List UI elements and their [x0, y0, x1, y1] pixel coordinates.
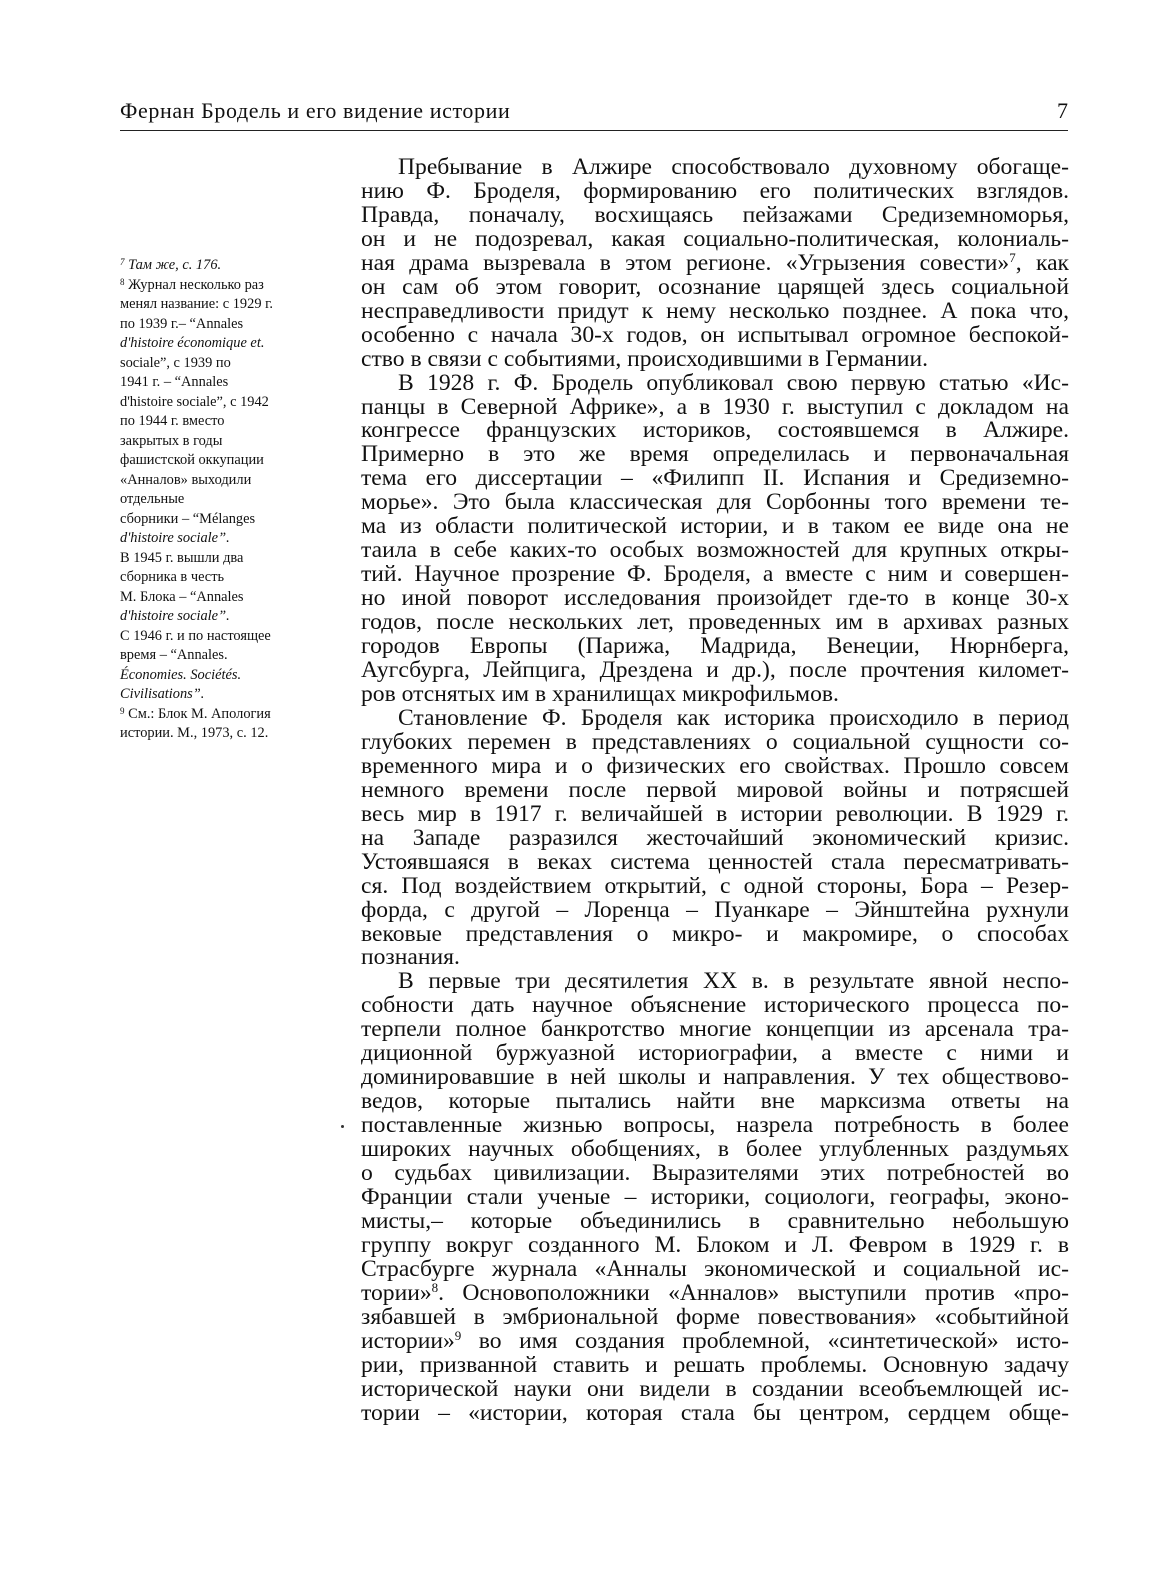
text-line: немного времени после первой мировой войны и потрясшей — [361, 778, 1069, 803]
footnote-line: время – “Annales. — [120, 647, 228, 663]
text-line: Правда, поначалу, восхищаясь пейзажами Средиземноморья, — [361, 203, 1069, 228]
footnote-line: по 1944 г. вместо — [120, 413, 225, 429]
footnote-line: d'histoire économique et. — [120, 335, 265, 351]
footnote-ref: 8 — [431, 1281, 439, 1295]
footnote-line: по 1939 г.– “Annales — [120, 315, 244, 332]
footnote-line: $^9$ См.: Блок М. Апология — [120, 705, 271, 722]
text-line: о судьбах цивилизации. Выразителями этих потребностей во — [361, 1162, 1069, 1186]
page-number: 7 — [1057, 98, 1068, 123]
footnote-ref: 9 — [454, 1329, 462, 1343]
footnote-line: Civilisations”. — [120, 686, 205, 702]
text-line: ная драма вызревала в этом регионе. «Угрызения совести»$^7$, как — [361, 251, 1069, 276]
text-line: рии, призванной ставить и решать проблемы. Основную задачу — [361, 1353, 1069, 1378]
footnote-line: фашистской оккупации — [120, 452, 264, 468]
footnote-line: сборники – “Mélanges — [120, 510, 256, 527]
text-line: группу вокруг созданного М. Блоком и Л. Февром в 1929 г. в — [361, 1233, 1069, 1258]
text-line: городов Европы (Парижа, Мадрида, Венеции, Нюрнберга, — [361, 635, 1069, 660]
text-line: Становление Ф. Броделя как историка происходило в период — [398, 706, 1069, 731]
text-line: истории»$^9$ во имя создания проблемной, «синтетической» исто- — [361, 1329, 1069, 1354]
footnote-line: истории. М., 1973, с. 12. — [120, 725, 269, 741]
footnotes-column — [120, 256, 334, 744]
text-line: он сам об этом говорит, осознание царящей здесь социальной — [361, 275, 1069, 300]
footnote-number: 8 — [120, 276, 125, 287]
scan-artifact-dot — [341, 1125, 344, 1128]
footnote-line: d'histoire sociale”. — [120, 608, 230, 624]
footnote-line: Économies. Sociétés. — [120, 666, 242, 683]
footnote-8 — [120, 276, 334, 705]
text-line: морье». Это была классическая для Сорбонны того времени те- — [361, 491, 1069, 516]
text-line: Страсбурге журнала «Анналы экономической и социальной ис- — [361, 1257, 1069, 1282]
footnote-line: отдельные — [120, 491, 185, 507]
text-line: Примерно в это же время определилась и первоначальная — [361, 443, 1069, 468]
text-line: доминировавшие в ней школы и направления. У тех обществово- — [361, 1066, 1069, 1091]
footnote-line: d'histoire sociale”, с 1942 — [120, 393, 269, 410]
footnote-line: d'histoire sociale”. — [120, 530, 230, 546]
text-line: конгрессе французских историков, состоявшемся в Алжире. — [361, 419, 1069, 444]
text-line: вековые представления о микро- и макромире, о способах — [361, 922, 1069, 947]
text-line: особенно с начала 30-х годов, он испытывал огромное беспокой- — [361, 323, 1069, 348]
footnote-number: 7 — [120, 257, 125, 267]
running-header — [120, 98, 1068, 131]
text-line: тории»$^8$. Основоположники «Анналов» выступили против «про- — [361, 1281, 1069, 1306]
footnote-9 — [120, 705, 334, 744]
text-line: собности дать научное объяснение исторического процесса по- — [361, 994, 1069, 1019]
text-line: широких научных обобщениях, в более углубленных раздумьях — [361, 1138, 1069, 1163]
footnote-line: закрытых в годы — [120, 432, 223, 449]
footnote-line: 1941 г. – “Annales — [120, 374, 229, 390]
text-line: панцы в Северной Африке», а в 1930 г. выступил с докладом на — [361, 395, 1069, 420]
footnote-line: сборника в честь — [120, 569, 225, 585]
text-line: временного мира и о физических его свойствах. Прошло совсем — [361, 754, 1069, 779]
text-line: годов, после нескольких лет, проведенных им в архивах разных — [361, 611, 1069, 636]
text-line: терпели полное банкротство многие концепции из арсенала тра- — [361, 1018, 1069, 1043]
text-line: весь мир в 1917 г. величайшей в истории революции. В 1929 г. — [361, 802, 1069, 827]
footnote-line: С 1946 г. и по настоящее — [120, 627, 271, 644]
text-line: тий. Научное прозрение Ф. Броделя, а вместе с ним и совершен- — [361, 563, 1069, 588]
text-line: познания. — [361, 946, 460, 971]
text-line: несправедливости придут к нему несколько позднее. А пока что, — [361, 299, 1069, 324]
text-line: мисты,– которые объединились в сравнительно небольшую — [361, 1209, 1069, 1234]
footnote-line: «Анналов» выходили — [120, 471, 252, 488]
text-line: нию Ф. Броделя, формированию его политических взглядов. — [361, 179, 1069, 204]
running-title: Фернан Бродель и его видение истории — [120, 98, 511, 123]
text-line: Устоявшаяся в веках система ценностей стала пересматривать- — [361, 850, 1069, 875]
text-line: но иной поворот исследования произойдет где-то в конце 30-х — [361, 587, 1069, 612]
footnote-line: sociale”, с 1939 по — [120, 354, 231, 371]
text-line: Франции стали ученые – историки, социологи, географы, эконо- — [361, 1185, 1069, 1210]
text-line: исторической науки они видели в создании всеобъемлющей ис- — [361, 1377, 1069, 1402]
text-line: поставленные жизнью вопросы, назрела потребность в более — [361, 1114, 1069, 1139]
text-line: ведов, которые пытались найти вне марксизма ответы на — [361, 1090, 1069, 1115]
text-line: зябавшей в эмбриональной форме повествования» «событийной — [361, 1305, 1069, 1330]
footnote-line: $^7$ Там же, с. 176. — [120, 257, 222, 273]
text-line: диционной буржуазной историографии, а вместе с ними и — [361, 1042, 1069, 1067]
footnote-line: В 1945 г. вышли два — [120, 549, 244, 566]
main-text — [361, 156, 1069, 1426]
footnote-line: менял название: с 1929 г. — [120, 296, 273, 312]
footnote-number: 9 — [120, 705, 125, 716]
footnote-7 — [120, 256, 334, 276]
text-line: ство в связи с событиями, происходившими в Германии. — [361, 347, 928, 372]
footnote-line: М. Блока – “Annales — [120, 588, 244, 605]
text-line: В 1928 г. Ф. Бродель опубликовал свою первую статью «Ис- — [398, 371, 1069, 396]
text-line: ся. Под воздействием открытий, с одной стороны, Бора – Резер- — [361, 874, 1069, 899]
text-line: глубоких перемен в представлениях о социальной сущности со- — [361, 730, 1069, 755]
text-line: ров отснятых им в хранилищах микрофильмов. — [361, 682, 839, 707]
footnote-ref: 7 — [1009, 251, 1016, 265]
text-line: он и не подозревал, какая социально-политическая, колониаль- — [361, 227, 1069, 252]
text-line: Аугсбурга, Лейпцига, Дрездена и др.), после прочтения километ- — [361, 659, 1069, 683]
text-line: на Западе разразился жесточайший экономический кризис. — [361, 826, 1069, 851]
text-line: тории – «истории, которая стала бы центром, сердцем обще- — [361, 1401, 1069, 1426]
text-line: ма из области политической истории, и в таком ее виде она не — [361, 515, 1069, 540]
text-line: В первые три десятилетия XX в. в результате явной неспо- — [398, 970, 1069, 995]
text-line: форда, с другой – Лоренца – Пуанкаре – Эйнштейна рухнули — [361, 898, 1069, 923]
text-line: таила в себе каких-то особых возможностей для крупных откры- — [361, 539, 1069, 564]
text-line: Пребывание в Алжире способствовало духовному обогаще- — [398, 156, 1069, 180]
footnote-line: $^8$ Журнал несколько раз — [120, 276, 264, 293]
text-line: тема его диссертации – «Филипп II. Испания и Средиземно- — [361, 467, 1069, 492]
